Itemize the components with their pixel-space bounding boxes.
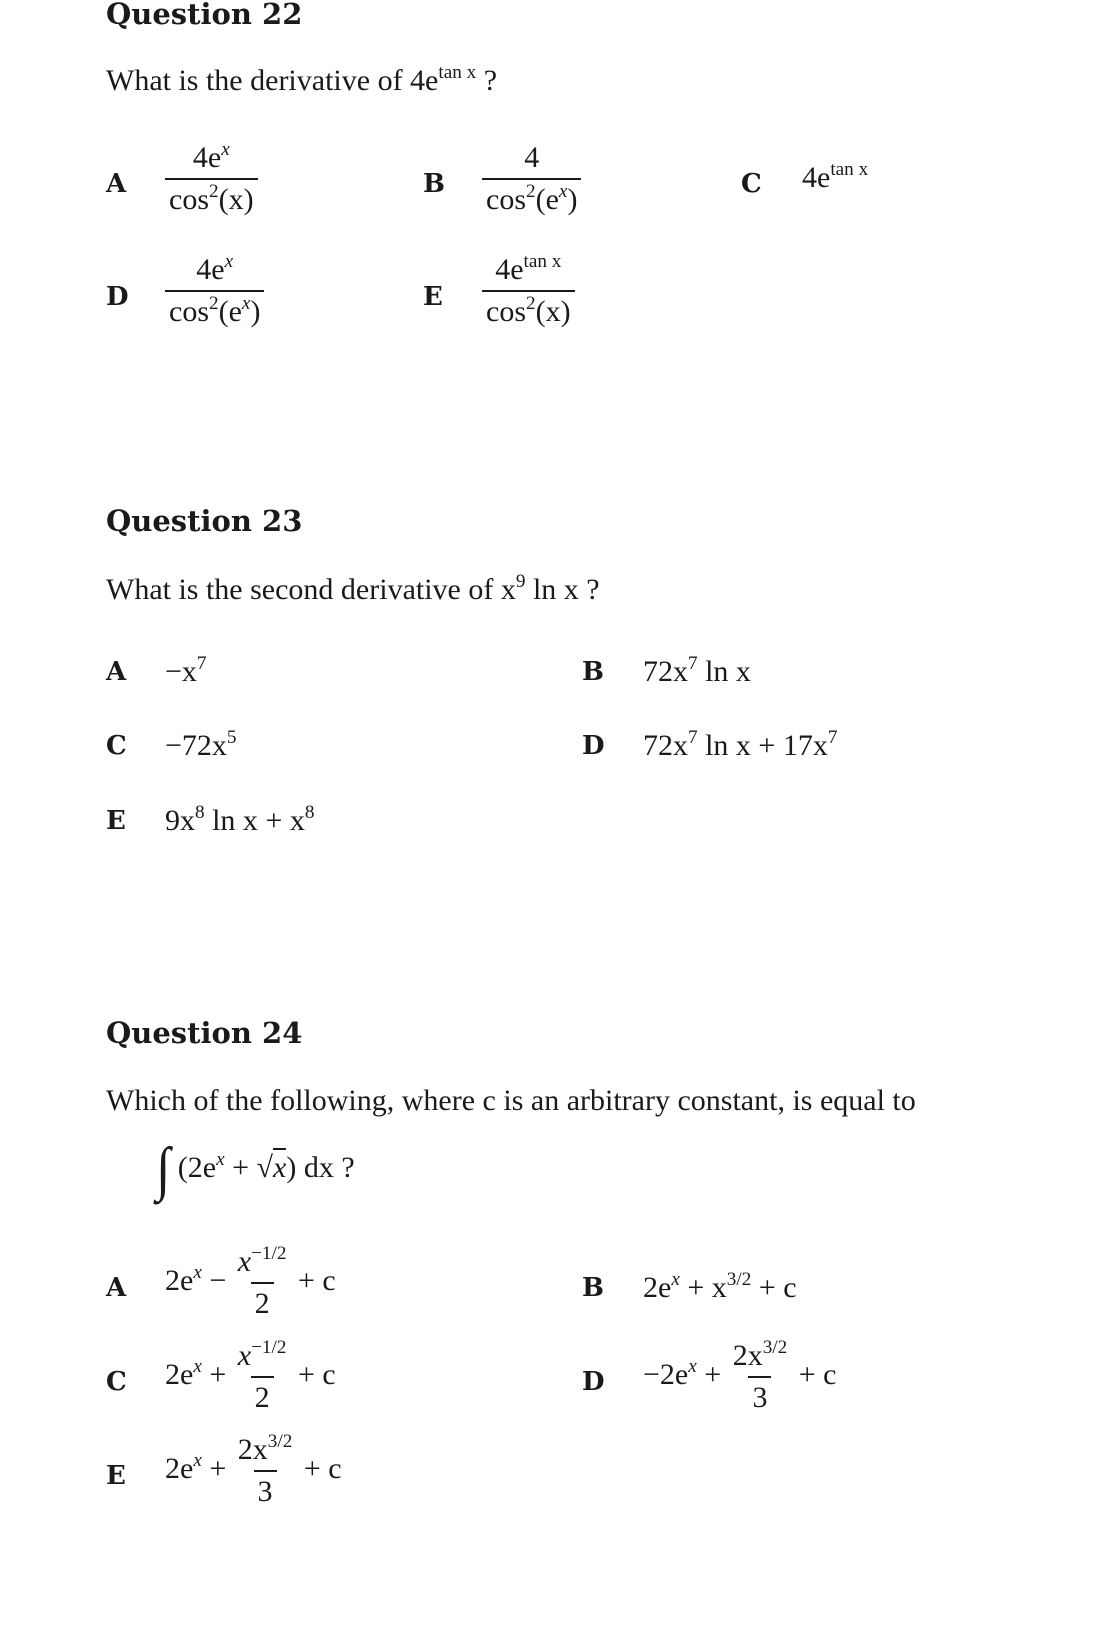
question-24-prompt: Which of the following, where c is an arbitrary constant, is equal to <box>106 1084 916 1117</box>
q24-option-c-expression: $2e^x$ + $\frac{x^{-1/2}}{2}$ + c <box>165 1337 336 1414</box>
q23-option-d-expression: $72x^7$ $\ln x + 17x^7$ <box>643 727 838 762</box>
q24-option-c-letter: C <box>106 1367 127 1397</box>
q22-option-b-expression: $\frac{4}{\cos^2(e^x)}$ <box>482 140 581 218</box>
q22-option-d-letter: D <box>106 282 129 312</box>
q22-option-b-letter: B <box>423 169 445 199</box>
q24-option-b-expression: $2e^x + x^{3/2} + c$ <box>643 1269 797 1304</box>
q24-option-b-letter: B <box>582 1273 604 1303</box>
question-22-heading: Question 22 <box>106 0 303 31</box>
q23-option-a-expression: $-x^7$ <box>165 653 207 688</box>
q23-option-e-expression: $9x^8$ $\ln x + x^8$ <box>165 802 315 837</box>
q23-option-e-letter: E <box>106 806 126 836</box>
q22-option-e-expression: $\frac{4e^{tan x}}{\cos^2(x)}$ <box>482 252 575 330</box>
q24-option-a-letter: A <box>106 1273 127 1303</box>
question-23-prompt: What is the second derivative of $x^9$ ln x ? <box>106 571 600 606</box>
q23-option-c-expression: $-72x^5$ <box>165 727 237 762</box>
q24-integral-expression: ∫ $(2e^x + √x)$ dx ? <box>156 1136 355 1203</box>
question-23-heading: Question 23 <box>106 504 303 538</box>
q23-option-b-letter: B <box>582 657 604 687</box>
q22-option-a-letter: A <box>106 169 127 199</box>
q22-option-d-expression: $\frac{4e^x}{\cos^2(e^x)}$ <box>165 252 264 330</box>
q22-option-c-expression: $4e^{tan x}$ <box>802 159 869 194</box>
q24-option-e-expression: $2e^x$ + $\frac{2x^{3/2}}{3}$ + c <box>165 1431 342 1508</box>
q24-option-a-expression: $2e^x$ − $\frac{x^{-1/2}}{2}$ + c <box>165 1243 336 1320</box>
q23-option-d-letter: D <box>582 731 605 761</box>
question-24-heading: Question 24 <box>106 1016 303 1050</box>
q24-option-d-expression: $-2e^x$ + $\frac{2x^{3/2}}{3}$ + c <box>643 1337 837 1414</box>
q22-option-a-expression: $\frac{4e^x}{\cos^2(x)}$ <box>165 140 258 218</box>
q24-option-d-letter: D <box>582 1367 605 1397</box>
q23-option-a-letter: A <box>106 657 127 687</box>
q23-option-b-expression: $72x^7$ ln x <box>643 653 751 688</box>
q22-option-e-letter: E <box>423 282 443 312</box>
question-22-prompt: What is the derivative of $4e^{tan x}$ ? <box>106 62 498 97</box>
q23-option-c-letter: C <box>106 731 127 761</box>
q24-option-e-letter: E <box>106 1461 126 1491</box>
q22-option-c-letter: C <box>741 169 762 199</box>
